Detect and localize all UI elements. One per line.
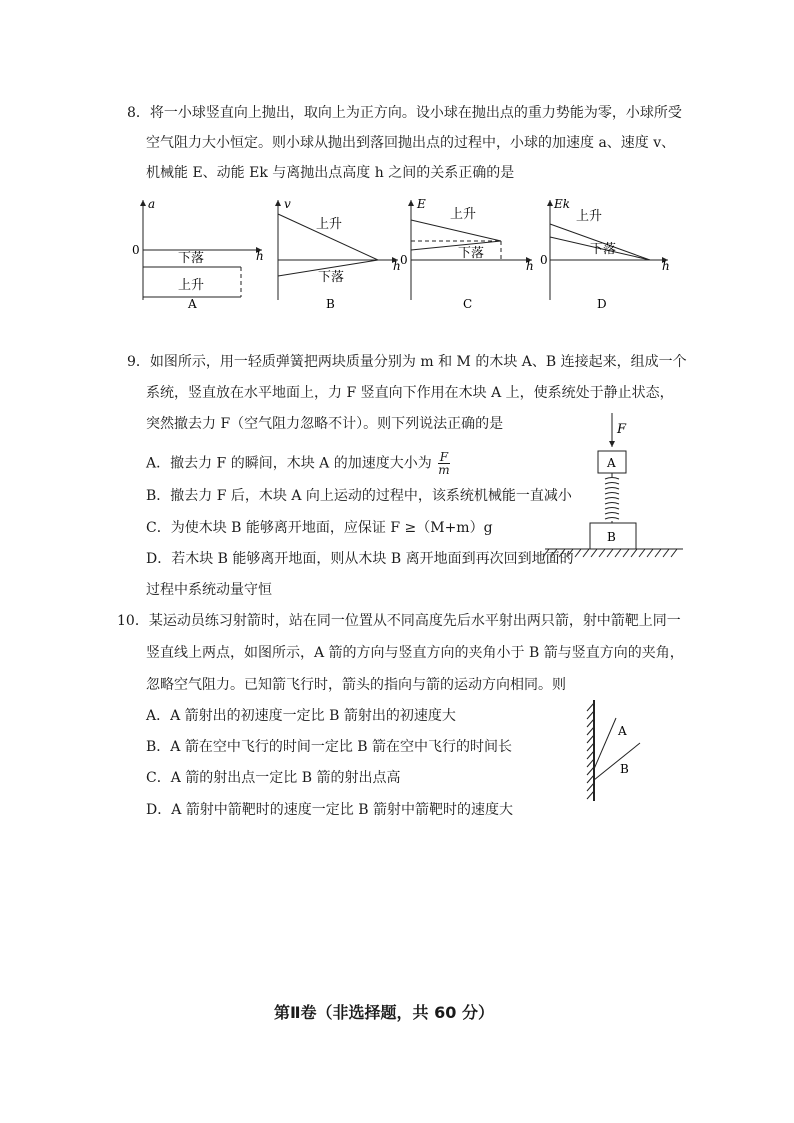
graph-d-label-falling: 下落 <box>590 242 617 257</box>
q9-line-3: 突然撤去力 F（空气阻力忽略不计）。则下列说法正确的是 <box>146 416 504 432</box>
graph-c-origin: 0 <box>400 253 408 267</box>
graph-b-caption: B <box>326 297 335 311</box>
section-2-title: 第Ⅱ卷（非选择题，共 60 分） <box>274 1003 494 1022</box>
graph-a-ylabel: a <box>148 197 156 211</box>
arrow-a-label: A <box>618 724 627 738</box>
graph-d-caption: D <box>597 297 607 311</box>
force-label: F <box>617 422 627 437</box>
q9-line-1: 9．如图所示，用一轻质弹簧把两块质量分别为 m 和 M 的木块 A、B 连接起来，组成一个 <box>127 354 687 370</box>
q9-option-c: C．为使木块 B 能够离开地面，应保证 F ≥（M+m）g <box>146 520 493 536</box>
q10-line-2: 竖直线上两点，如图所示，A 箭的方向与竖直方向的夹角小于 B 箭与竖直方向的夹角， <box>146 645 684 661</box>
q10-option-b: B．A 箭在空中飞行的时间一定比 B 箭在空中飞行的时间长 <box>146 739 513 755</box>
q10-line-3: 忽略空气阻力。已知箭飞行时，箭头的指向与箭的运动方向相同。则 <box>146 677 566 693</box>
q10-line-1: 10．某运动员练习射箭时，站在同一位置从不同高度先后水平射出两只箭，射中箭靶上同一 <box>117 613 681 629</box>
graph-b-ylabel: v <box>284 197 291 211</box>
graph-d-xlabel: h <box>662 259 670 273</box>
graph-b <box>278 200 398 300</box>
q9-option-d-line-2: 过程中系统动量守恒 <box>146 582 272 598</box>
q10-option-a: A．A 箭射出的初速度一定比 B 箭射出的初速度大 <box>146 708 456 724</box>
q9-option-d-line-1: D．若木块 B 能够离开地面，则从木块 B 离开地面到再次回到地面的 <box>146 551 574 567</box>
q10-target-figure <box>580 695 670 810</box>
q9-option-a-text: A．撤去力 F 的瞬间，木块 A 的加速度大小为 <box>146 455 432 472</box>
graph-a-caption: A <box>188 297 197 311</box>
graph-a-origin: 0 <box>132 243 140 257</box>
graph-c-label-falling: 下落 <box>458 246 485 261</box>
q9-option-b: B．撤去力 F 后，木块 A 向上运动的过程中，该系统机械能一直减小 <box>146 488 572 504</box>
target-hatch <box>587 703 594 799</box>
q10-option-d: D．A 箭射中箭靶时的速度一定比 B 箭射中箭靶时的速度大 <box>146 802 513 818</box>
arrow-b-label: B <box>620 762 629 776</box>
graph-d-origin: 0 <box>540 253 548 267</box>
q8-line-1: 8．将一小球竖直向上抛出，取向上为正方向。设小球在抛出点的重力势能为零，小球所受 <box>127 105 682 121</box>
q10-option-c: C．A 箭的射出点一定比 B 箭的射出点高 <box>146 770 401 786</box>
block-a-label: A <box>607 456 616 470</box>
graph-d-label-rising: 上升 <box>576 209 603 224</box>
q9-spring-figure <box>535 405 695 575</box>
graph-d-ylabel: Ek <box>554 197 571 211</box>
graph-b-xlabel: h <box>393 259 401 273</box>
block-b-label: B <box>607 530 616 544</box>
graph-c-xlabel: h <box>526 259 534 273</box>
spring <box>605 473 619 523</box>
graph-c-caption: C <box>463 297 473 311</box>
q9-line-2: 系统，竖直放在水平地面上，力 F 竖直向下作用在木块 A 上，使系统处于静止状态， <box>146 385 674 401</box>
graph-c-ylabel: E <box>417 197 426 211</box>
graph-a-label-falling: 下落 <box>178 251 205 266</box>
graph-a-label-rising: 上升 <box>178 278 205 293</box>
ground-hatch <box>543 549 677 557</box>
q9-fraction <box>438 451 449 476</box>
q9-option-a <box>146 451 450 476</box>
arrow-a <box>594 718 616 769</box>
q9-fraction-denominator: m <box>438 463 450 477</box>
arrow-b <box>594 743 640 780</box>
graph-b-label-falling: 下落 <box>318 270 345 285</box>
graph-c-label-rising: 上升 <box>450 207 477 222</box>
graph-b-label-rising: 上升 <box>316 217 343 232</box>
q8-line-3: 机械能 E、动能 Ek 与离抛出点高度 h 之间的关系正确的是 <box>146 165 515 181</box>
q9-fraction-numerator: F <box>439 450 449 464</box>
q8-line-2: 空气阻力大小恒定。则小球从抛出到落回抛出点的过程中，小球的加速度 a、速度 v、 <box>146 135 676 151</box>
q8-graphs <box>0 190 794 320</box>
graph-a-xlabel: h <box>256 249 264 263</box>
